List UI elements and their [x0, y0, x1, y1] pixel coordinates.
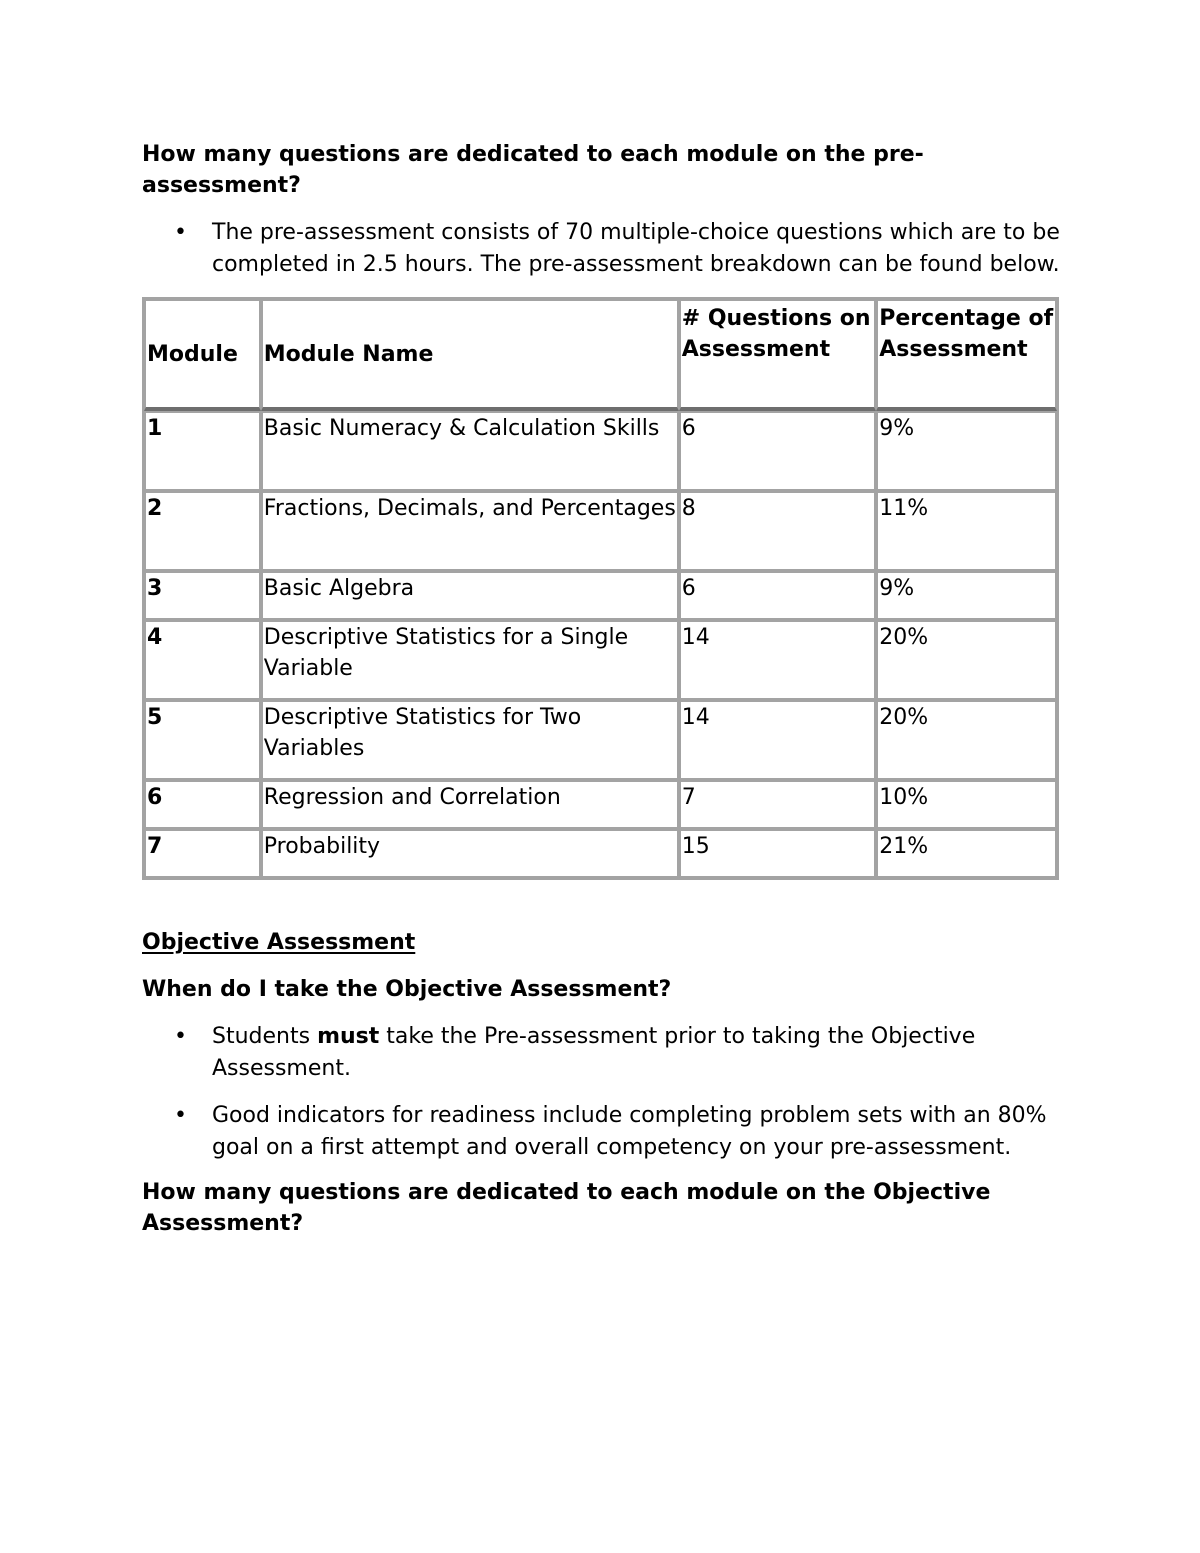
pre-assessment-bullets: [142, 217, 1062, 280]
bullet-text: The pre-assessment consists of 70 multiple-choice questions which are to be completed in 2.5 hours. The pre-assessment breakdown can be found below.: [212, 220, 1060, 277]
header-module: Module: [144, 299, 261, 411]
cell-module: 4: [144, 620, 261, 700]
cell-questions: 7: [679, 780, 877, 829]
objective-assessment-bullets: [142, 1021, 1057, 1163]
cell-questions: 14: [679, 700, 877, 780]
pre-assessment-question-heading: [142, 139, 982, 201]
cell-percentage: 10%: [876, 780, 1057, 829]
document-page: [142, 139, 1062, 1239]
header-module-name: Module Name: [261, 299, 679, 411]
cell-module: 2: [144, 491, 261, 571]
bullet-text-pre: Students: [212, 1024, 318, 1049]
bullet-text-emphasis: must: [317, 1024, 380, 1049]
objective-assessment-when-heading: When do I take the Objective Assessment?: [142, 977, 672, 1002]
cell-percentage: 20%: [876, 700, 1057, 780]
header-percentage: Percentage of Assessment: [876, 299, 1057, 411]
table-row: [144, 620, 1057, 700]
table-header-row: [144, 299, 1057, 411]
objective-assessment-questions-heading: How many questions are dedicated to each module on the Objective Assessment?: [142, 1180, 991, 1236]
cell-module: 7: [144, 829, 261, 878]
cell-questions: 14: [679, 620, 877, 700]
cell-percentage: 9%: [876, 411, 1057, 491]
cell-module-name: Descriptive Statistics for Two Variables: [261, 700, 679, 780]
bullet-icon: •: [174, 1103, 187, 1128]
cell-questions: 6: [679, 411, 877, 491]
cell-questions: 15: [679, 829, 877, 878]
cell-questions: 8: [679, 491, 877, 571]
heading-line-1: How many questions are dedicated to each module on the pre-: [142, 142, 924, 167]
objective-assessment-title: Objective Assessment: [142, 930, 416, 955]
bullet-icon: •: [174, 1024, 187, 1049]
table-row: [144, 491, 1057, 571]
cell-questions: 6: [679, 571, 877, 620]
cell-percentage: 21%: [876, 829, 1057, 878]
bullet-text-post: take the Pre-assessment prior to taking the Objective Assessment.: [212, 1024, 976, 1081]
cell-module: 3: [144, 571, 261, 620]
cell-module-name: Regression and Correlation: [261, 780, 679, 829]
cell-percentage: 20%: [876, 620, 1057, 700]
cell-module-name: Basic Numeracy & Calculation Skills: [261, 411, 679, 491]
table-row: [144, 829, 1057, 878]
header-questions: # Questions on Assessment: [679, 299, 877, 411]
list-item: [142, 1021, 1057, 1084]
cell-module-name: Fractions, Decimals, and Percentages: [261, 491, 679, 571]
table-row: [144, 571, 1057, 620]
cell-module: 6: [144, 780, 261, 829]
cell-module-name: Basic Algebra: [261, 571, 679, 620]
cell-percentage: 9%: [876, 571, 1057, 620]
cell-percentage: 11%: [876, 491, 1057, 571]
pre-assessment-breakdown-table: [142, 297, 1059, 880]
cell-module-name: Probability: [261, 829, 679, 878]
cell-module: 5: [144, 700, 261, 780]
cell-module: 1: [144, 411, 261, 491]
list-item: [142, 217, 1062, 280]
table-row: [144, 780, 1057, 829]
bullet-icon: •: [174, 220, 187, 245]
cell-module-name: Descriptive Statistics for a Single Variable: [261, 620, 679, 700]
table-row: [144, 411, 1057, 491]
bullet-text: Good indicators for readiness include completing problem sets with an 80% goal on a first attempt and overall competency on your pre-assessment.: [212, 1103, 1047, 1160]
list-item: [142, 1100, 1057, 1163]
table-row: [144, 700, 1057, 780]
heading-line-2: assessment?: [142, 173, 301, 198]
